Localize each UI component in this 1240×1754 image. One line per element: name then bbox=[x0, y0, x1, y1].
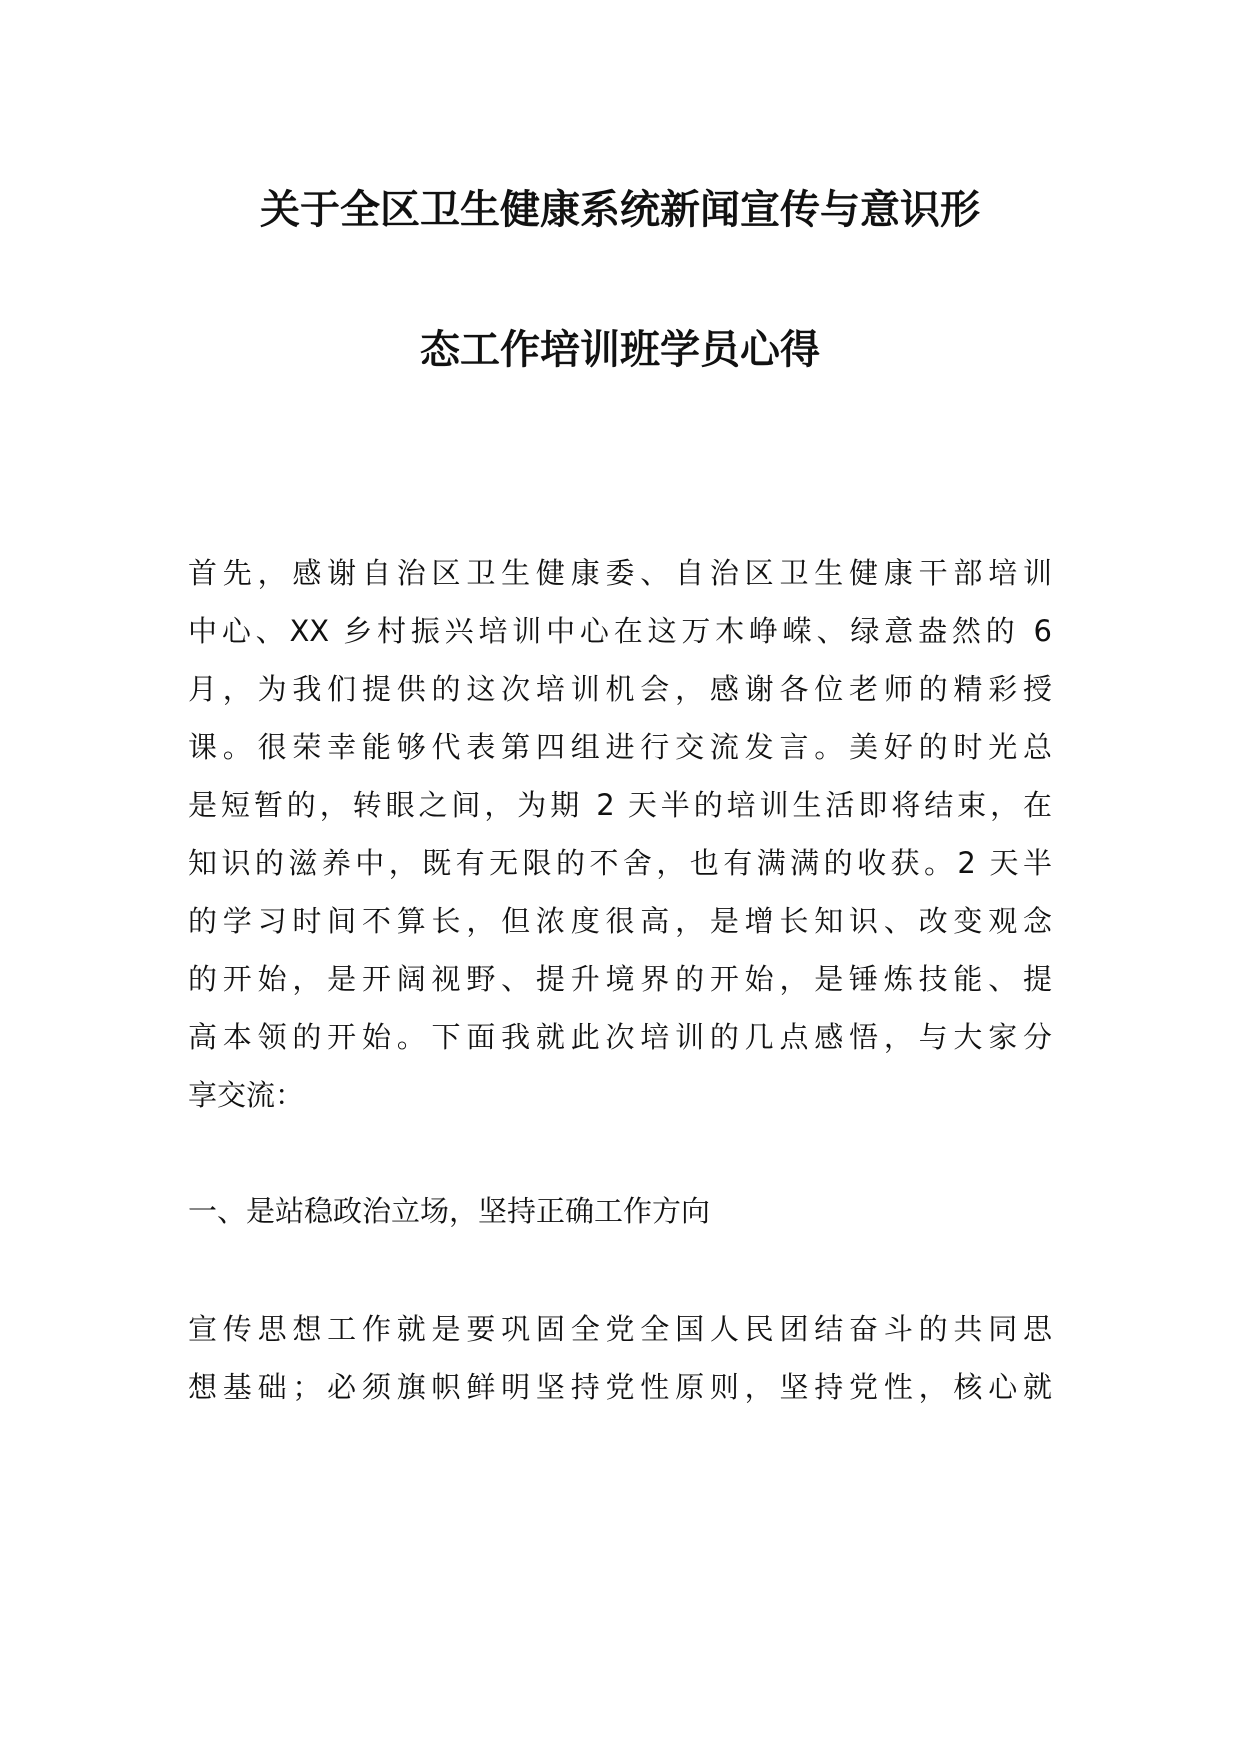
section-heading: 一、是站稳政治立场，坚持正确工作方向 bbox=[188, 1194, 711, 1228]
document-title-line-1: 关于全区卫生健康系统新闻宣传与意识形 bbox=[260, 187, 980, 233]
text-line: 的学习时间不算长，但浓度很高，是增长知识、改变观念 bbox=[188, 904, 1052, 938]
text-line: 首先，感谢自治区卫生健康委、自治区卫生健康干部培训 bbox=[188, 556, 1052, 590]
text-line: 想基础；必须旗帜鲜明坚持党性原则，坚持党性，核心就 bbox=[188, 1370, 1052, 1404]
document-title-line-2: 态工作培训班学员心得 bbox=[420, 327, 820, 373]
text-line: 享交流： bbox=[188, 1078, 305, 1112]
text-line: 课。很荣幸能够代表第四组进行交流发言。美好的时光总 bbox=[188, 730, 1052, 764]
text-line: 月，为我们提供的这次培训机会，感谢各位老师的精彩授 bbox=[188, 672, 1052, 706]
text-line: 的开始，是开阔视野、提升境界的开始，是锤炼技能、提 bbox=[188, 962, 1052, 996]
text-line: 是短暂的，转眼之间，为期 2 天半的培训生活即将结束，在 bbox=[188, 788, 1052, 822]
text-line: 中心、XX 乡村振兴培训中心在这万木峥嵘、绿意盎然的 6 bbox=[188, 614, 1052, 648]
text-line: 宣传思想工作就是要巩固全党全国人民团结奋斗的共同思 bbox=[188, 1312, 1052, 1346]
text-line: 知识的滋养中，既有无限的不舍，也有满满的收获。2 天半 bbox=[188, 846, 1052, 880]
text-line: 高本领的开始。下面我就此次培训的几点感悟，与大家分 bbox=[188, 1020, 1052, 1054]
